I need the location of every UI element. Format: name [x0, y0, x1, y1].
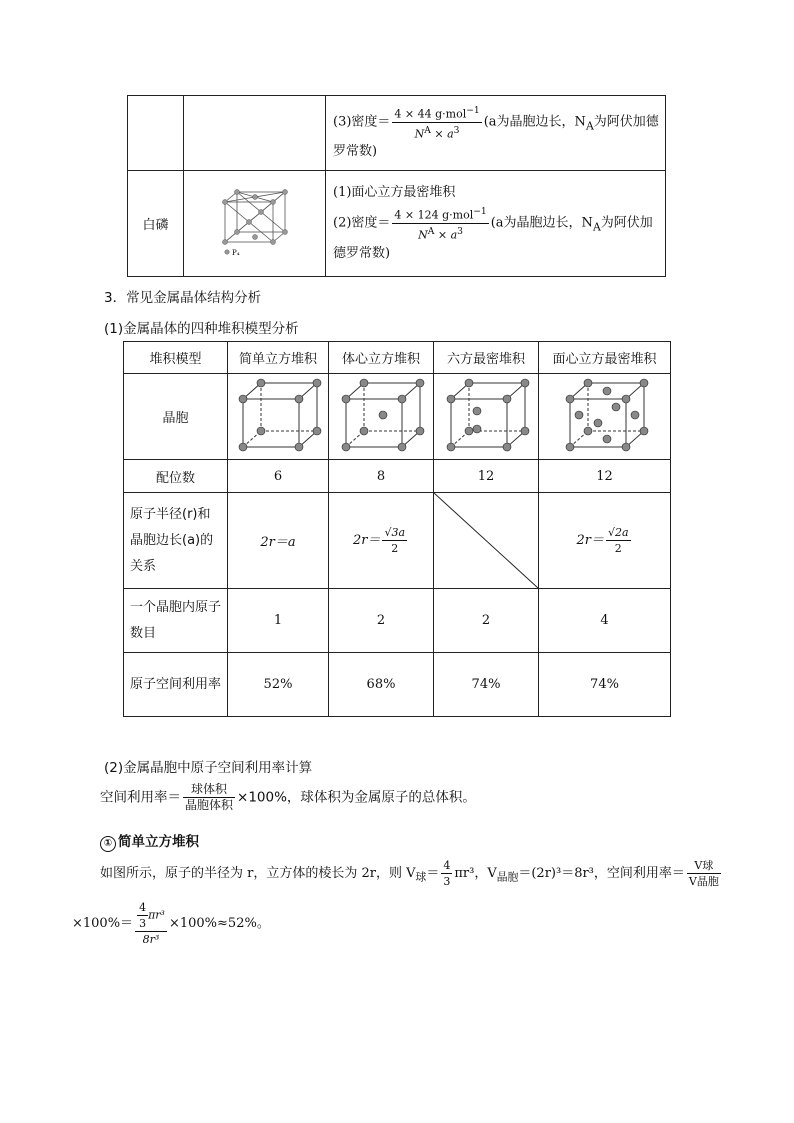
para-text: 如图所示，原子的半径为 r，立方体的棱长为 2r，则 V	[100, 866, 416, 881]
radius-relation-text: 2r＝a	[260, 535, 296, 550]
hcp-figure-cell	[434, 374, 539, 460]
calc-inner-num: 4	[139, 901, 147, 914]
relation-den: 2	[391, 542, 399, 555]
util-value: 52%	[228, 653, 329, 717]
calc-tail: ×100%≈52%。	[168, 916, 270, 931]
fcc-figure	[560, 377, 650, 453]
frac-num-sup: −1	[473, 206, 487, 218]
row-label-cell: 一个晶胞内原子数目	[124, 589, 228, 653]
count-value: 4	[539, 589, 671, 653]
empty-cell	[128, 96, 184, 171]
circled-number: ①	[100, 836, 116, 852]
paragraph-simple-cubic	[100, 858, 723, 889]
density-note-a: (a为晶胞边长，N	[483, 114, 586, 130]
frac-num: 4 × 44 g·mol	[394, 107, 467, 121]
para-text: πr³，V	[454, 866, 497, 881]
sub-heading-text: 简单立方堆积	[118, 834, 199, 850]
density-cell-co2	[326, 96, 666, 171]
row-label-cell: 晶胞	[124, 374, 228, 460]
relation-lhs: 2r＝	[576, 533, 604, 548]
util-value: 74%	[434, 653, 539, 717]
density-fraction	[392, 103, 481, 141]
p4-packing: (1)面心立方最密堆积	[333, 185, 456, 201]
density-note-b: 为阿伏加德罗常数)	[333, 216, 653, 261]
calc-lead: ×100%＝	[72, 916, 134, 931]
p4-cell-figure	[184, 171, 326, 277]
empty-cell	[184, 96, 326, 171]
simple-cubic-figure	[233, 377, 323, 453]
final-calculation	[72, 900, 270, 947]
simple-cubic-figure-cell	[228, 374, 329, 460]
para-text: ＝(2r)³＝8r³，空间利用率＝	[518, 866, 685, 881]
frac-den-sup: A	[427, 226, 435, 237]
frac-num-sup: −1	[466, 104, 480, 116]
density-note-sub: A	[585, 119, 594, 133]
para-text: ＝	[426, 866, 440, 881]
section-heading: 3．常见金属晶体结构分析	[104, 290, 262, 306]
count-value: 2	[434, 589, 539, 653]
util-value: 74%	[539, 653, 671, 717]
frac-den-rest: × a	[434, 228, 458, 242]
white-phosphorus-label: 白磷	[128, 171, 184, 277]
p4-legend-label: P₄	[231, 248, 240, 257]
para-frac-den: 3	[443, 875, 451, 888]
frac-den-n: N	[418, 228, 428, 242]
fcc-figure-cell	[539, 374, 671, 460]
utilization-formula	[100, 782, 476, 813]
frac-den-rest: × a	[430, 127, 454, 141]
coord-value: 12	[539, 460, 671, 493]
formula-rhs: ×100%，球体积为金属原子的总体积。	[237, 789, 476, 806]
relation-num: √3a	[384, 526, 406, 539]
coord-value: 6	[228, 460, 329, 493]
density-note-sub: A	[592, 220, 601, 234]
radius-relation	[539, 493, 671, 589]
radius-relation	[329, 493, 434, 589]
density-prefix: (2)密度＝	[333, 216, 391, 231]
formula-lhs: 空间利用率＝	[100, 789, 181, 806]
table-header: 简单立方堆积	[228, 342, 329, 374]
row-label-cell: 原子空间利用率	[124, 653, 228, 717]
count-value: 2	[329, 589, 434, 653]
frac-den-n: N	[414, 127, 425, 141]
relation-den: 2	[614, 542, 622, 555]
bcc-figure	[336, 377, 426, 453]
density-note-a: (a为晶胞边长，N	[490, 216, 593, 231]
para-sub: 晶胞	[496, 870, 519, 884]
table-header: 堆积模型	[124, 342, 228, 374]
frac-den-pow: 3	[453, 124, 460, 136]
sub-heading-simple-cubic	[100, 830, 199, 852]
calc-den: 8r³	[142, 933, 160, 946]
row-label-cell: 原子半径(r)和晶胞边长(a)的关系	[124, 493, 228, 589]
formula-den: 晶胞体积	[185, 798, 234, 812]
relation-lhs: 2r＝	[352, 533, 381, 548]
radius-relation	[228, 493, 329, 589]
frac-den-sup: A	[424, 124, 431, 136]
frac-num: 4 × 124 g·mol	[394, 209, 474, 222]
density-prefix: (3)密度＝	[333, 114, 391, 130]
density-cell-p4	[326, 171, 666, 277]
p4-crystal-figure	[215, 186, 295, 258]
hcp-figure	[441, 377, 531, 453]
table-header: 六方最密堆积	[434, 342, 539, 374]
density-fraction	[392, 204, 488, 242]
relation-num: √2a	[607, 526, 629, 539]
bcc-figure-cell	[329, 374, 434, 460]
diagonal-line	[434, 493, 538, 588]
table-header: 体心立方堆积	[329, 342, 434, 374]
para-frac-den: V晶胞	[688, 875, 719, 888]
calc-num-tail: πr³	[148, 908, 165, 922]
coord-value: 12	[434, 460, 539, 493]
subsection-heading-2: (2)金属晶胞中原子空间利用率计算	[104, 760, 313, 776]
empty-diagonal-cell	[434, 493, 539, 589]
para-sub: 球	[415, 870, 427, 884]
subsection-heading: (1)金属晶体的四种堆积模型分析	[104, 321, 299, 337]
calc-inner-den: 3	[139, 917, 147, 930]
density-note-b: 为阿伏加德罗常数)	[333, 114, 659, 160]
density-table	[127, 95, 666, 277]
util-value: 68%	[329, 653, 434, 717]
row-label-cell: 配位数	[124, 460, 228, 493]
table-header: 面心立方最密堆积	[539, 342, 671, 374]
count-value: 1	[228, 589, 329, 653]
coord-value: 8	[329, 460, 434, 493]
packing-models-table	[123, 341, 671, 717]
para-frac-num: V球	[687, 858, 721, 874]
para-frac-num: 4	[443, 859, 451, 872]
formula-num: 球体积	[183, 782, 235, 798]
frac-den-pow: 3	[457, 226, 463, 237]
